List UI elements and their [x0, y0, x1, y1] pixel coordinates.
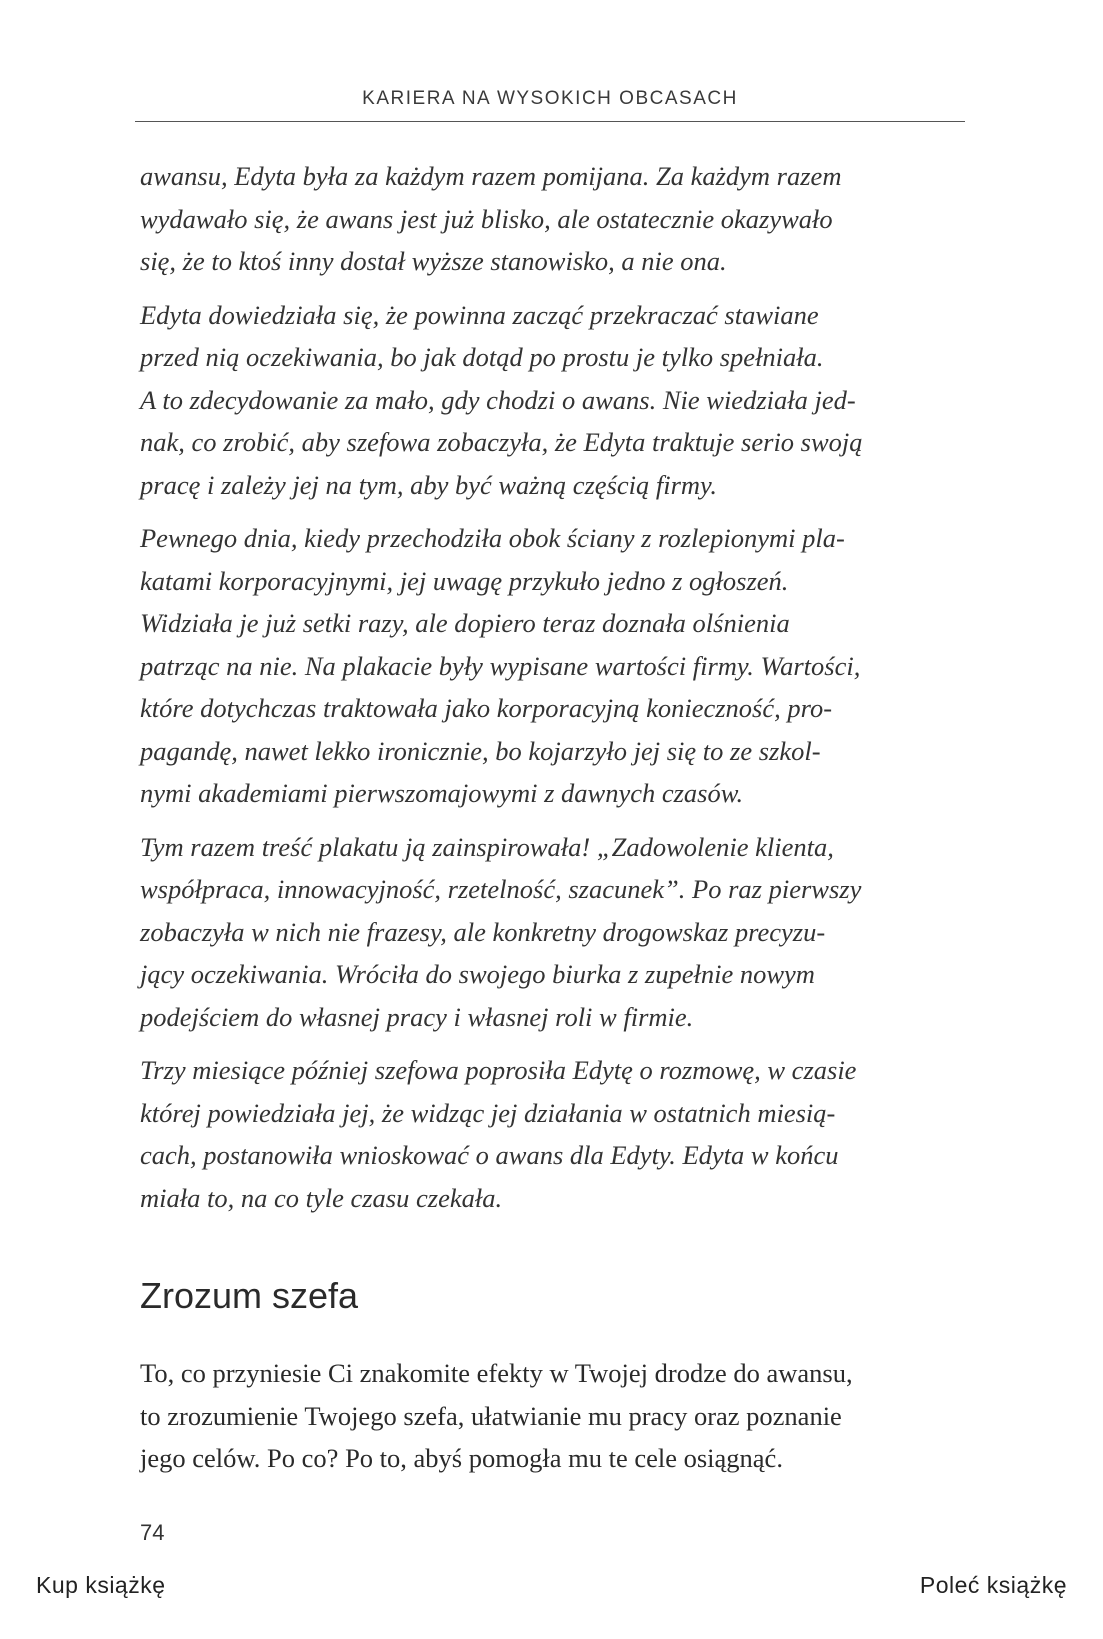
header-rule — [135, 121, 965, 122]
text-line: zobaczyła w nich nie frazesy, ale konkretny drogowskaz precyzu- — [140, 916, 826, 947]
text-line: A to zdecydowanie za mało, gdy chodzi o awans. Nie wiedziała jed- — [140, 384, 856, 415]
italic-story — [140, 155, 960, 1230]
text-line: nak, co zrobić, aby szefowa zobaczyła, że Edyta traktuje serio swoją — [140, 427, 863, 457]
paragraph-4 — [140, 826, 960, 1039]
text-line: się, że to ktoś inny dostał wyższe stanowisko, a nie ona. — [140, 246, 727, 276]
text-line: jący oczekiwania. Wróciła do swojego biurka z zupełnie nowym — [140, 959, 815, 989]
text-line: wydawało się, że awans jest już blisko, ale ostatecznie okazywało — [140, 203, 833, 234]
text-line: cach, postanowiła wnioskować o awans dla Edyty. Edyta w końcu — [140, 1140, 839, 1170]
text-line: nymi akademiami pierwszomajowymi z dawnych czasów. — [140, 778, 744, 808]
text-line: to zrozumienie Twojego szefa, ułatwianie mu pracy oraz poznanie — [140, 1400, 842, 1431]
text-line: Trzy miesiące później szefowa poprosiła Edytę o rozmowę, w czasie — [140, 1055, 857, 1085]
buy-book-link[interactable]: Kup książkę — [36, 1572, 166, 1598]
text-line: Edyta dowiedziała się, że powinna zacząć przekraczać stawiane — [140, 299, 819, 330]
section-body — [140, 1352, 960, 1480]
page-number: 74 — [140, 1520, 165, 1545]
text-line: patrząc na nie. Na plakacie były wypisane wartości firmy. Wartości, — [140, 650, 861, 681]
text-line: Widziała je już setki razy, ale dopiero teraz doznała olśnienia — [140, 608, 790, 638]
text-line: pracę i zależy jej na tym, aby być ważną częścią firmy. — [140, 469, 717, 500]
text-line: przed nią oczekiwania, bo jak dotąd po prostu je tylko spełniała. — [140, 342, 824, 372]
running-header: KARIERA NA WYSOKICH OBCASACH — [362, 88, 738, 109]
text-line: współpraca, innowacyjność, rzetelność, szacunek”. Po raz pierwszy — [140, 874, 862, 904]
text-line: To, co przyniesie Ci znakomite efekty w Twojej drodze do awansu, — [140, 1358, 853, 1388]
section-heading: Zrozum szefa — [140, 1275, 359, 1316]
text-line: której powiedziała jej, że widząc jej działania w ostatnich miesią- — [140, 1097, 836, 1128]
paragraph-1 — [140, 155, 960, 283]
text-line: Pewnego dnia, kiedy przechodziła obok ściany z rozlepionymi pla- — [140, 523, 845, 553]
text-line: jego celów. Po co? Po to, abyś pomogła mu te cele osiągnąć. — [140, 1443, 783, 1473]
paragraph-2 — [140, 294, 960, 507]
text-line: pagandę, nawet lekko ironicznie, bo kojarzyło jej się to ze szkol- — [140, 735, 821, 766]
paragraph-3 — [140, 517, 960, 815]
text-line: Tym razem treść plakatu ją zainspirowała! „Zadowolenie klienta, — [140, 831, 834, 862]
paragraph-5 — [140, 1049, 960, 1219]
text-line: miała to, na co tyle czasu czekała. — [140, 1182, 503, 1213]
text-line: awansu, Edyta była za każdym razem pomijana. Za każdym razem — [140, 161, 842, 191]
text-line: podejściem do własnej pracy i własnej roli w firmie. — [140, 1001, 694, 1032]
text-line: katami korporacyjnymi, jej uwagę przykuło jedno z ogłoszeń. — [140, 565, 789, 596]
recommend-book-link[interactable]: Poleć książkę — [919, 1572, 1067, 1598]
text-line: które dotychczas traktowała jako korporacyjną konieczność, pro- — [140, 693, 833, 723]
